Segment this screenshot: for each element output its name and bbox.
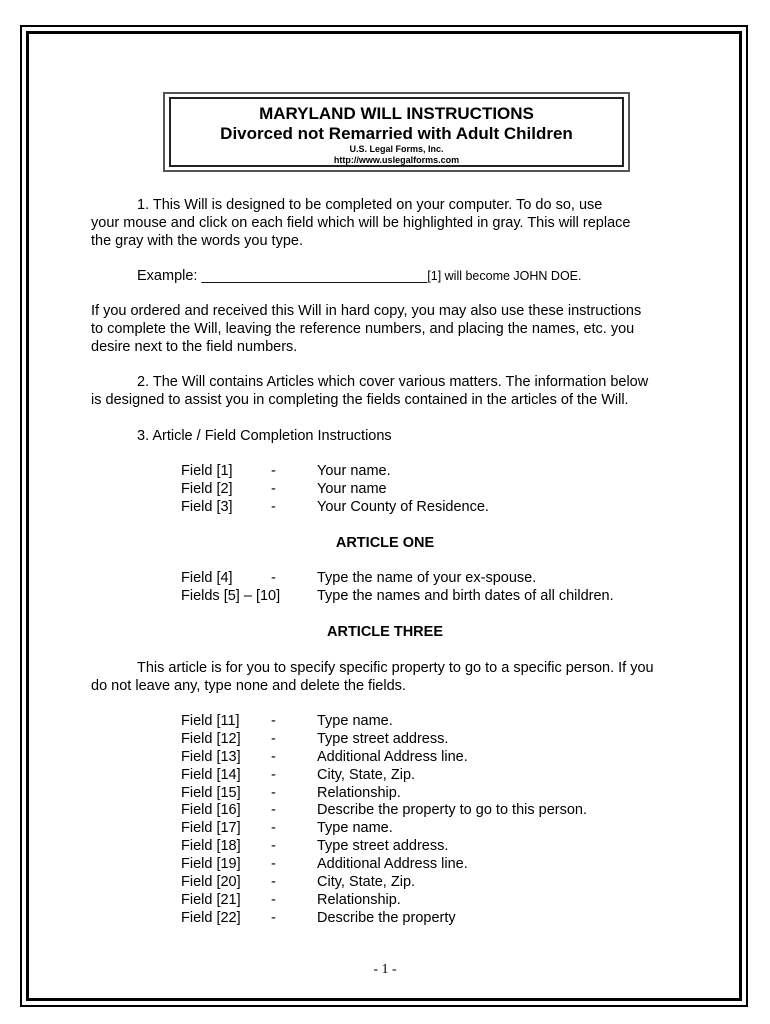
field-dash: - [271,892,276,908]
field-desc: Your name [317,481,387,497]
example-label: Example: ____________________________ [137,268,428,284]
field-dash: - [271,749,276,765]
field-dash: - [271,856,276,872]
field-row [0,873,700,891]
field-dash: - [271,463,276,479]
field-desc: Describe the property [317,910,456,926]
field-desc: Type the names and birth dates of all children. [317,588,614,604]
field-label: Field [4] [181,570,233,586]
field-row [0,784,700,802]
page-number: - 1 - [373,962,397,977]
field-dash: - [271,499,276,515]
section3-heading: 3. Article / Field Completion Instructions [137,428,392,444]
field-label: Field [18] [181,838,241,854]
field-desc: Describe the property to go to this person. [317,802,588,818]
field-desc: Relationship. [317,892,401,908]
field-desc: Type street address. [317,731,449,747]
field-row [0,909,700,927]
field-desc: Additional Address line. [317,856,468,872]
company-url: http://www.uslegalforms.com [333,155,460,165]
field-row [0,712,700,730]
document-title: MARYLAND WILL INSTRUCTIONS [259,104,534,123]
field-label: Field [11] [181,713,240,729]
field-desc: Your County of Residence. [317,499,489,515]
field-dash: - [271,570,276,586]
field-desc: Additional Address line. [317,749,468,765]
field-label: Field [3] [181,499,233,515]
field-dash: - [271,802,276,818]
para3-line2: is designed to assist you in completing the fields contained in the articles of the Will. [91,392,629,408]
field-label: Field [14] [181,767,241,783]
field-desc: Relationship. [317,785,401,801]
field-dash: - [271,874,276,890]
example-suffix: [1] will become JOHN DOE. [427,269,582,283]
field-desc: Type street address. [317,838,449,854]
field-row [0,587,700,605]
field-label: Field [2] [181,481,233,497]
field-dash: - [271,731,276,747]
article-three-intro-line1: This article is for you to specify specific property to go to a specific person. If you [137,660,654,676]
field-dash: - [271,910,276,926]
field-label: Field [17] [181,820,241,836]
field-row [0,748,700,766]
field-dash: - [271,767,276,783]
field-desc: City, State, Zip. [317,767,416,783]
field-label: Field [1] [181,463,233,479]
field-desc: City, State, Zip. [317,874,416,890]
field-label: Field [19] [181,856,241,872]
para1-line3: the gray with the words you type. [91,233,303,249]
article-one-heading: ARTICLE ONE [335,535,435,551]
field-row [0,498,700,516]
field-desc: Type the name of your ex-spouse. [317,570,537,586]
document-subtitle: Divorced not Remarried with Adult Children [220,124,573,143]
para2-line2: to complete the Will, leaving the reference numbers, and placing the names, etc. you [91,321,635,337]
field-row [0,801,700,819]
field-label: Field [12] [181,731,241,747]
field-row [0,891,700,909]
para1-line2: your mouse and click on each field which will be highlighted in gray. This will replace [91,215,631,231]
field-row [0,462,700,480]
field-label: Field [16] [181,802,241,818]
para3-line1: 2. The Will contains Articles which cover various matters. The information below [137,374,649,390]
field-label: Field [21] [181,892,241,908]
article-three-intro-line2: do not leave any, type none and delete the fields. [91,678,406,694]
field-label: Field [13] [181,749,241,765]
example-line [137,267,582,285]
field-dash: - [271,481,276,497]
field-label: Fields [5] – [10] [181,588,281,604]
title-box [169,97,624,167]
field-desc: Type name. [317,820,393,836]
field-desc: Type name. [317,713,393,729]
field-row [0,855,700,873]
field-label: Field [20] [181,874,241,890]
field-desc: Your name. [317,463,391,479]
field-dash: - [271,838,276,854]
para2-line3: desire next to the field numbers. [91,339,298,355]
field-label: Field [22] [181,910,241,926]
field-row [0,480,700,498]
field-dash: - [271,713,276,729]
company-name: U.S. Legal Forms, Inc. [349,144,444,154]
field-row [0,766,700,784]
field-dash: - [271,785,276,801]
field-row [0,730,700,748]
field-row [0,569,700,587]
field-row [0,819,700,837]
field-row [0,837,700,855]
para2-line1: If you ordered and received this Will in hard copy, you may also use these instructions [91,303,642,319]
article-three-heading: ARTICLE THREE [327,624,443,640]
field-dash: - [271,820,276,836]
para1-line1: 1. This Will is designed to be completed on your computer. To do so, use [137,197,603,213]
field-label: Field [15] [181,785,241,801]
